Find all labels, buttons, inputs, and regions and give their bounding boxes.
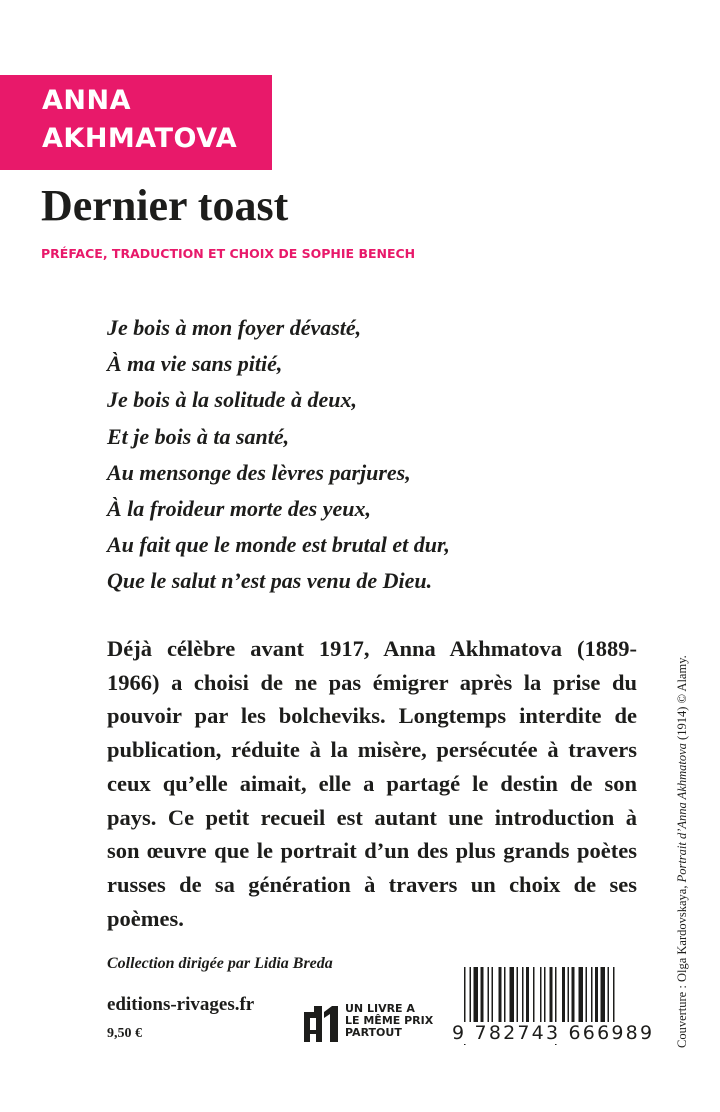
barcode-bar	[550, 967, 553, 1025]
blurb-line: 1966) a choisi de ne pas émigrer après la prise du	[107, 669, 637, 695]
barcode-bar	[533, 967, 535, 1025]
barcode-bar	[568, 967, 570, 1025]
prix-unique-line: LE MÊME PRIX	[345, 1014, 434, 1027]
barcode-bar	[492, 967, 494, 1025]
blurb-line: son œuvre que le portrait d’un des plus grands poètes	[107, 838, 637, 864]
barcode-bar	[474, 967, 479, 1025]
isbn-number: 9 782743 666989	[452, 1022, 655, 1044]
poem-line: Au mensonge des lèvres parjures,	[107, 459, 411, 485]
barcode-bar	[591, 967, 593, 1025]
cover-credit	[675, 655, 690, 1048]
barcode-bar	[595, 967, 598, 1025]
barcode-bar	[510, 967, 515, 1025]
poem-line: À la froideur morte des yeux,	[107, 496, 371, 522]
poem-excerpt	[107, 310, 450, 600]
author-last-name: AKHMATOVA	[42, 123, 238, 154]
poem-line: Que le salut n’est pas venu de Dieu.	[107, 568, 433, 594]
blurb	[107, 632, 637, 935]
poem-line: Je bois à la solitude à deux,	[107, 387, 357, 413]
blurb-line: pouvoir par les bolcheviks. Longtemps interdite de	[107, 703, 637, 729]
blurb-line: pays. Ce petit recueil est autant une introduction à	[107, 804, 637, 830]
author-first-name: ANNA	[42, 85, 131, 116]
barcode-bar	[613, 967, 615, 1025]
poem-line: Au fait que le monde est brutal et dur,	[107, 532, 450, 558]
barcode-bar	[470, 967, 472, 1025]
barcode-bar	[499, 967, 502, 1025]
barcode-bar	[544, 967, 546, 1025]
prix-unique-logo-icon	[302, 1004, 340, 1044]
barcode-bar	[601, 967, 606, 1025]
credit-text: (1914) © Alamy.	[675, 655, 689, 744]
barcode-bar	[526, 967, 529, 1025]
poem-line: À ma vie sans pitié,	[107, 351, 283, 377]
credit-work: Portrait d’Anna Akhmatova	[675, 743, 689, 883]
collection-note: Collection dirigée par Lidia Breda	[107, 955, 333, 972]
blurb-line: publication, réduite à la misère, persécutée à travers	[107, 737, 637, 763]
barcode-bar	[540, 967, 542, 1025]
barcode-bar	[488, 967, 490, 1025]
poem-line: Je bois à mon foyer dévasté,	[107, 315, 362, 340]
blurb-line: Déjà célèbre avant 1917, Anna Akhmatova (1889-	[107, 636, 637, 661]
poem-line: Et je bois à ta santé,	[107, 423, 290, 449]
book-title: Dernier toast	[41, 181, 289, 230]
credit-text: Couverture : Olga Kardovskaya,	[675, 882, 689, 1048]
barcode-bar	[517, 967, 519, 1025]
subtitle: PRÉFACE, TRADUCTION ET CHOIX DE SOPHIE BENECH	[41, 246, 416, 261]
barcode-bar	[586, 967, 588, 1025]
blurb-line: poèmes.	[107, 905, 184, 931]
prix-unique-line: UN LIVRE A	[345, 1002, 415, 1015]
prix-unique-line: PARTOUT	[345, 1026, 402, 1039]
publisher-website: editions-rivages.fr	[107, 994, 255, 1015]
author-banner	[0, 75, 272, 170]
barcode-bar	[481, 967, 484, 1025]
barcode-bar	[608, 967, 610, 1025]
barcode-bar	[579, 967, 584, 1025]
barcode-bar	[572, 967, 575, 1025]
barcode-bar	[522, 967, 524, 1025]
prix-unique-text	[345, 1003, 433, 1039]
barcode-bar	[504, 967, 506, 1025]
price: 9,50 €	[107, 1026, 142, 1041]
blurb-line: russes de sa génération à travers un choix de ses	[107, 871, 637, 897]
barcode-bar	[562, 967, 565, 1025]
blurb-line: ceux qu’elle aimait, elle a partagé le destin de son	[107, 770, 637, 796]
